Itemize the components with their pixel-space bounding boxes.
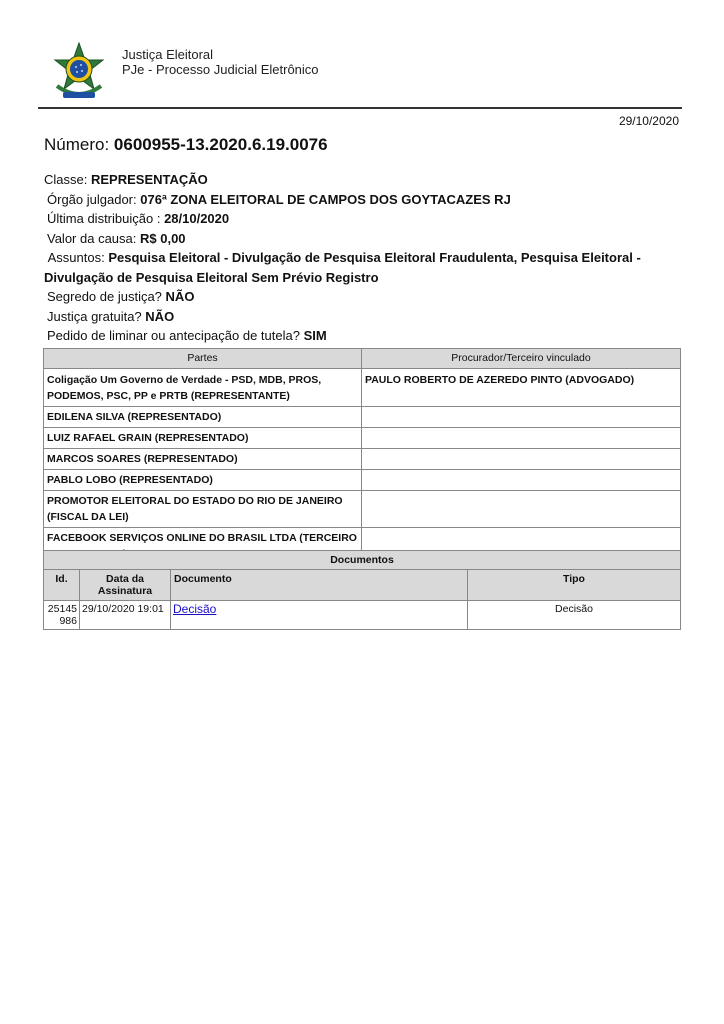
liminar-label: Pedido de liminar ou antecipação de tutela? [47,328,300,343]
gratuita-label: Justiça gratuita? [47,308,142,324]
orgao-label: Órgão julgador: [47,191,137,207]
distribuicao-value: 28/10/2020 [164,211,230,226]
assuntos-value: Pesquisa Eleitoral - Divulgação de Pesquisa Eleitoral Fraudulenta, Pesquisa Eleitoral - Divulgação de Pesquisa Eleitoral Sem Prévio Registro [44,250,641,285]
classe-label: Classe: [44,172,88,187]
classe-value: REPRESENTAÇÃO [90,172,208,187]
column-header-procurador: Procurador/Terceiro vinculado [362,349,681,369]
system-name: PJe - Processo Judicial Eletrônico [122,62,319,77]
parte-cell: FACEBOOK SERVIÇOS ONLINE DO BRASIL LTDA (TERCEIRO [44,528,362,565]
parte-cell: PROMOTOR ELEITORAL DO ESTADO DO RIO DE JANEIRO (FISCAL DA LEI) [44,491,362,528]
brazil-coat-of-arms-icon [51,42,107,104]
process-number [44,135,328,155]
segredo-row [44,287,684,307]
column-header-id: Id. [44,570,80,601]
process-info [44,170,684,346]
procurador-cell [362,407,681,428]
parties-header-row [44,349,681,369]
documents-title: Documentos [44,551,681,570]
numero-label: Número: [44,135,110,154]
orgao-row [44,190,684,210]
documents-table [43,550,681,630]
org-name: Justiça Eleitoral [122,47,214,62]
table-row [44,428,681,449]
procurador-cell [362,428,681,449]
valor-label: Valor da causa: [47,230,137,246]
doc-type-cell: Decisão [468,601,681,630]
procurador-cell: PAULO ROBERTO DE AZEREDO PINTO (ADVOGADO) [362,369,681,407]
doc-date-cell: 29/10/2020 19:01 [80,601,171,630]
segredo-value: NÃO [165,289,195,304]
table-row [44,449,681,470]
parte-cell: PABLO LOBO (REPRESENTADO) [44,470,362,491]
table-row [44,470,681,491]
liminar-value: SIM [303,328,327,343]
doc-link-cell [171,601,468,630]
numero-value: 0600955-13.2020.6.19.0076 [113,135,328,154]
doc-id-cell [44,601,80,630]
orgao-value: 076ª ZONA ELEITORAL DE CAMPOS DOS GOYTACAZES RJ [140,191,511,207]
table-row [44,407,681,428]
parte-cell: MARCOS SOARES (REPRESENTADO) [44,449,362,470]
column-header-data: Data da Assinatura [80,570,171,601]
table-row [44,491,681,528]
column-header-tipo: Tipo [468,570,681,601]
column-header-documento: Documento [171,570,468,601]
parties-table [43,348,681,565]
procurador-cell [362,449,681,470]
parte-cell: Coligação Um Governo de Verdade - PSD, MDB, PROS, PODEMOS, PSC, PP e PRTB (REPRESENTANTE) [44,369,362,407]
gratuita-value: NÃO [145,308,175,324]
parte-cell: EDILENA SILVA (REPRESENTADO) [44,407,362,428]
documents-header-row [44,570,681,601]
segredo-label: Segredo de justiça? [47,289,162,304]
parte-cell: LUIZ RAFAEL GRAIN (REPRESENTADO) [44,428,362,449]
document-date: 29/10/2020 [618,114,679,128]
valor-row [44,229,684,249]
document-link[interactable]: Decisão [173,602,217,616]
distribuicao-label: Última distribuição : [47,211,161,226]
assuntos-label: Assuntos: [47,250,105,265]
table-row [44,369,681,407]
gratuita-row [44,307,684,327]
valor-value: R$ 0,00 [140,230,186,246]
organization-header [122,47,319,77]
assuntos-row [44,248,684,287]
documents-title-row [44,551,681,570]
header-divider [38,107,682,109]
classe-row [44,170,684,190]
doc-id: 25145986 [47,603,77,627]
column-header-partes: Partes [44,349,362,369]
procurador-cell [362,470,681,491]
table-row [44,601,681,630]
procurador-cell [362,491,681,528]
distribuicao-row [44,209,684,229]
liminar-row [44,326,684,346]
